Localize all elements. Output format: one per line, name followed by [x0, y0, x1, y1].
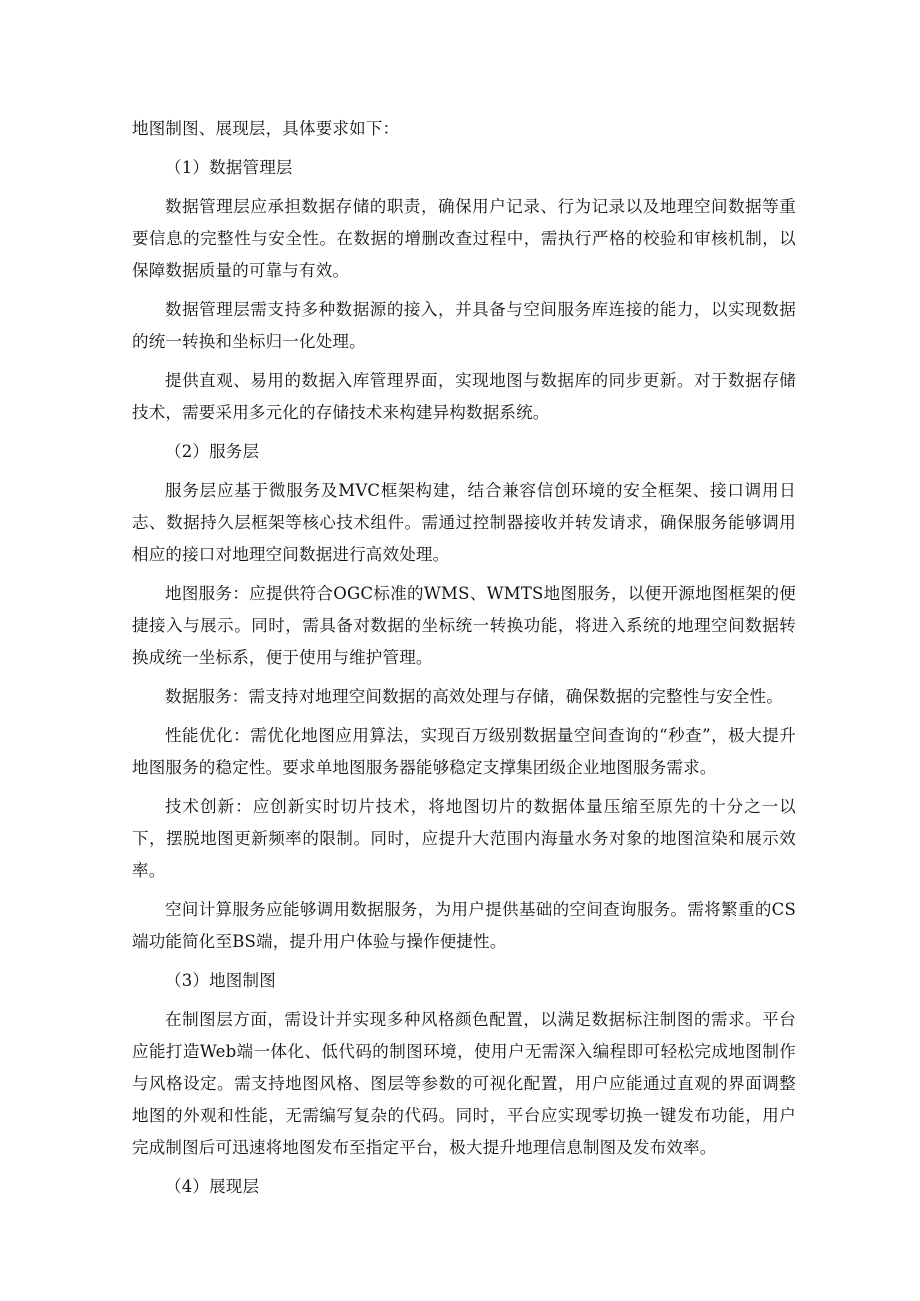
body-paragraph: 数据管理层需支持多种数据源的接入，并具备与空间服务库连接的能力，以实现数据的统一转换和坐标归一化处理。	[132, 300, 796, 351]
section-heading-map-drawing: （3）地图制图	[165, 971, 276, 990]
section-heading-service-layer: （2）服务层	[165, 442, 260, 461]
body-paragraph: 数据服务：需支持对地理空间数据的高效处理与存储，确保数据的完整性与安全性。	[165, 687, 783, 706]
section-heading-data-management: （1）数据管理层	[165, 158, 293, 177]
body-paragraph: 地图服务：应提供符合OGC标准的WMS、WMTS地图服务，以便开源地图框架的便捷接入与展示。同时，需具备对数据的坐标统一转换功能，将进入系统的地理空间数据转换成统一坐标系，便于使用与维护管理。	[132, 584, 796, 667]
body-paragraph: 空间计算服务应能够调用数据服务，为用户提供基础的空间查询服务。需将繁重的CS端功能简化至BS端，提升用户体验与操作便捷性。	[132, 900, 796, 951]
section-heading-presentation-layer: （4）展现层	[165, 1177, 260, 1196]
body-paragraph: 数据管理层应承担数据存储的职责，确保用户记录、行为记录以及地理空间数据等重要信息的完整性与安全性。在数据的增删改查过程中，需执行严格的校验和审核机制，以保障数据质量的可靠与有效。	[132, 197, 796, 280]
document-page	[132, 113, 796, 1203]
body-paragraph: 提供直观、易用的数据入库管理界面，实现地图与数据库的同步更新。对于数据存储技术，需要采用多元化的存储技术来构建异构数据系统。	[132, 371, 796, 422]
body-paragraph: 在制图层方面，需设计并实现多种风格颜色配置，以满足数据标注制图的需求。平台应能打造Web端一体化、低代码的制图环境，使用户无需深入编程即可轻松完成地图制作与风格设定。需支持地图风格、图层等参数的可视化配置，用户应能通过直观的界面调整地图的外观和性能，无需编写复杂的代码。同时，平台应实现零切换一键发布功能，用户完成制图后可迅速将地图发布至指定平台，极大提升地理信息制图及发布效率。	[132, 1010, 796, 1157]
body-paragraph: 性能优化：需优化地图应用算法，实现百万级别数据量空间查询的“秒查”，极大提升地图服务的稳定性。要求单地图服务器能够稳定支撑集团级企业地图服务需求。	[132, 726, 796, 777]
body-paragraph: 技术创新：应创新实时切片技术，将地图切片的数据体量压缩至原先的十分之一以下，摆脱地图更新频率的限制。同时，应提升大范围内海量水务对象的地图渲染和展示效率。	[132, 797, 796, 880]
intro-paragraph: 地图制图、展现层，具体要求如下：	[132, 119, 400, 138]
body-paragraph: 服务层应基于微服务及MVC框架构建，结合兼容信创环境的安全框架、接口调用日志、数据持久层框架等核心技术组件。需通过控制器接收并转发请求，确保服务能够调用相应的接口对地理空间数据进行高效处理。	[132, 481, 796, 564]
